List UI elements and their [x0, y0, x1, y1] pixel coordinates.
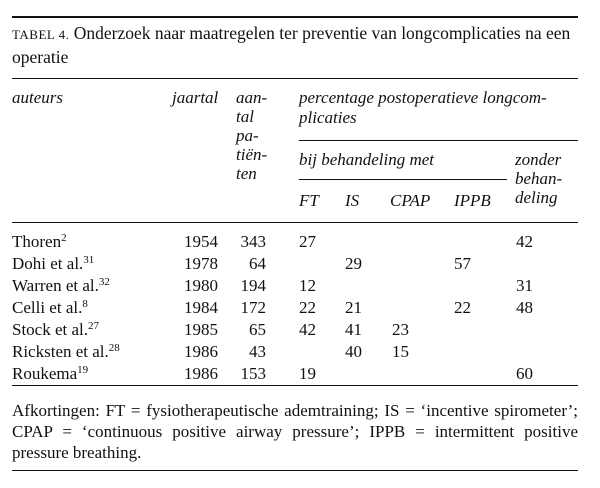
cell-is: 41 [345, 320, 362, 339]
cell-ft: 19 [299, 364, 316, 383]
header-is: IS [345, 191, 360, 210]
cell-ft: 12 [299, 276, 316, 295]
header-cpap: CPAP [390, 191, 431, 210]
cell-author [12, 254, 94, 274]
behandeling-rule [299, 179, 507, 180]
cell-author [12, 232, 67, 252]
cell-ippb: 57 [454, 254, 471, 273]
cell-year: 1985 [184, 320, 218, 339]
cell-patients: 172 [240, 298, 266, 317]
cell-patients: 65 [249, 320, 266, 339]
header-aantal-line: ten [236, 164, 257, 183]
cell-patients: 194 [240, 276, 266, 295]
header-zonder-line: zonder [515, 150, 562, 169]
caption-label: TABEL 4. [12, 27, 70, 42]
author-name: Stock et al. [12, 320, 89, 339]
cell-patients: 64 [249, 254, 266, 273]
header-aantal-line: aan- [236, 88, 268, 107]
header-auteurs: auteurs [12, 88, 63, 107]
author-name: Roukema [12, 364, 78, 383]
reference-number: 31 [83, 254, 95, 266]
cell-year: 1978 [184, 254, 218, 273]
cell-year: 1986 [184, 342, 218, 361]
cell-is: 40 [345, 342, 362, 361]
cell-year: 1986 [184, 364, 218, 383]
header-ft: FT [299, 191, 319, 210]
reference-number: 8 [82, 298, 88, 310]
author-name: Celli et al. [12, 298, 83, 317]
header-aantal-line: tiën- [236, 145, 268, 164]
header-percentage-line: plicaties [299, 108, 357, 127]
cell-year: 1984 [184, 298, 218, 317]
cell-ft: 22 [299, 298, 316, 317]
author-name: Ricksten et al. [12, 342, 109, 361]
percentage-rule [299, 140, 578, 141]
cell-zonder: 42 [516, 232, 533, 251]
header-aantal-line: tal [236, 107, 254, 126]
author-name: Dohi et al. [12, 254, 84, 273]
cell-zonder: 60 [516, 364, 533, 383]
footnote-abbreviations: Afkortingen: FT = fysiotherapeutische ademtraining; IS = ‘incentive spirometer’; CPAP = ‘continuous positive airway pressure’; IPPB = intermittent positive pressure breathing. [12, 401, 578, 462]
reference-number: 27 [88, 320, 100, 332]
cell-cpap: 15 [392, 342, 409, 361]
cell-author [12, 364, 88, 384]
header-percentage-line: percentage postoperatieve longcom- [299, 88, 547, 107]
cell-zonder: 48 [516, 298, 533, 317]
cell-year: 1954 [184, 232, 218, 251]
top-rule [12, 16, 578, 18]
cell-is: 21 [345, 298, 362, 317]
cell-year: 1980 [184, 276, 218, 295]
cell-is: 29 [345, 254, 362, 273]
cell-ft: 27 [299, 232, 316, 251]
cell-patients: 43 [249, 342, 266, 361]
header-bij-behandeling: bij behandeling met [299, 150, 435, 169]
bottom-rule [12, 470, 578, 471]
header-ippb: IPPB [454, 191, 491, 210]
body-bottom-rule [12, 385, 578, 386]
reference-number: 2 [61, 232, 67, 244]
cell-author [12, 320, 99, 340]
cell-ft: 42 [299, 320, 316, 339]
header-top-rule [12, 78, 578, 79]
header-percentage [299, 88, 547, 128]
caption-text: Onderzoek naar maatregelen ter preventie van longcomplicaties na een operatie [12, 23, 571, 67]
reference-number: 28 [108, 342, 120, 354]
header-zonder-behandeling [515, 150, 562, 207]
header-bottom-rule [12, 222, 578, 223]
cell-cpap: 23 [392, 320, 409, 339]
header-zonder-line: deling [515, 188, 558, 207]
cell-ippb: 22 [454, 298, 471, 317]
header-aantal-line: pa- [236, 126, 259, 145]
table-caption [12, 22, 578, 68]
reference-number: 19 [77, 364, 89, 376]
author-name: Thoren [12, 232, 62, 251]
cell-patients: 343 [240, 232, 266, 251]
header-aantal-patienten [236, 88, 267, 183]
header-jaartal: jaartal [172, 88, 219, 107]
cell-author [12, 298, 88, 318]
cell-author [12, 342, 120, 362]
cell-patients: 153 [240, 364, 266, 383]
reference-number: 32 [98, 276, 110, 288]
author-name: Warren et al. [12, 276, 99, 295]
cell-author [12, 276, 110, 296]
header-zonder-line: behan- [515, 169, 563, 188]
cell-zonder: 31 [516, 276, 533, 295]
